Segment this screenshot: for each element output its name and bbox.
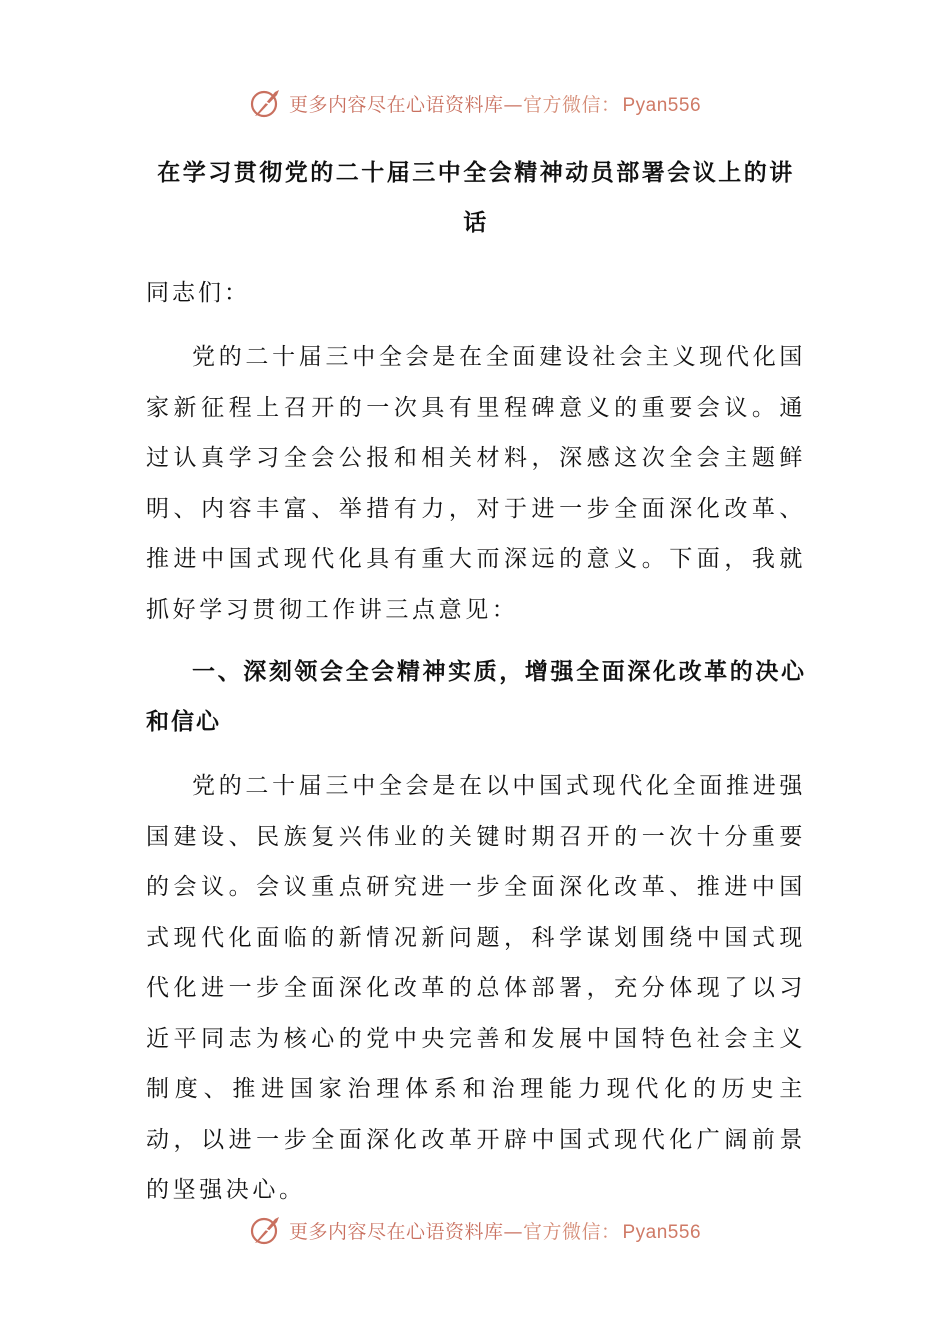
section-1-heading: 一、深刻领会全会精神实质，增强全面深化改革的决心和信心 bbox=[146, 659, 806, 735]
document-title: 在学习贯彻党的二十届三中全会精神动员部署会议上的讲话 bbox=[157, 160, 795, 236]
quill-pen-logo-icon bbox=[249, 86, 283, 120]
watermark-wechat-id: Pyan556 bbox=[622, 1221, 702, 1243]
salutation: 同志们： bbox=[146, 280, 250, 306]
watermark-separator: — bbox=[503, 93, 523, 116]
watermark-banner-bottom bbox=[0, 1210, 950, 1250]
watermark-text-group bbox=[289, 90, 701, 117]
watermark-text: 更多内容尽在心语资料库 bbox=[288, 1220, 504, 1243]
watermark-text: 更多内容尽在心语资料库 bbox=[288, 93, 504, 116]
quill-pen-logo-icon bbox=[249, 1213, 283, 1247]
watermark-label: 官方微信： bbox=[522, 93, 621, 116]
watermark-banner-top bbox=[0, 83, 950, 123]
watermark-text-group bbox=[289, 1217, 701, 1244]
section-1-paragraph: 党的二十届三中全会是在以中国式现代化全面推进强国建设、民族复兴伟业的关键时期召开的一次十分重要的会议。会议重点研究进一步全面深化改革、推进中国式现代化面临的新情况新问题，科学谋划围绕中国式现代化进一步全面深化改革的总体部署，充分体现了以习近平同志为核心的党中央完善和发展中国特色社会主义制度、推进国家治理体系和治理能力现代化的历史主动，以进一步全面深化改革开辟中国式现代化广阔前景的坚强决心。 bbox=[146, 773, 806, 1203]
intro-paragraph: 党的二十届三中全会是在全面建设社会主义现代化国家新征程上召开的一次具有里程碑意义的重要会议。通过认真学习全会公报和相关材料，深感这次全会主题鲜明、内容丰富、举措有力，对于进一步全面深化改革、推进中国式现代化具有重大而深远的意义。下面，我就抓好学习贯彻工作讲三点意见： bbox=[146, 344, 806, 623]
document-body bbox=[146, 148, 806, 1216]
watermark-wechat-id: Pyan556 bbox=[622, 94, 702, 116]
watermark-separator: — bbox=[503, 1220, 523, 1243]
watermark-label: 官方微信： bbox=[522, 1220, 621, 1243]
